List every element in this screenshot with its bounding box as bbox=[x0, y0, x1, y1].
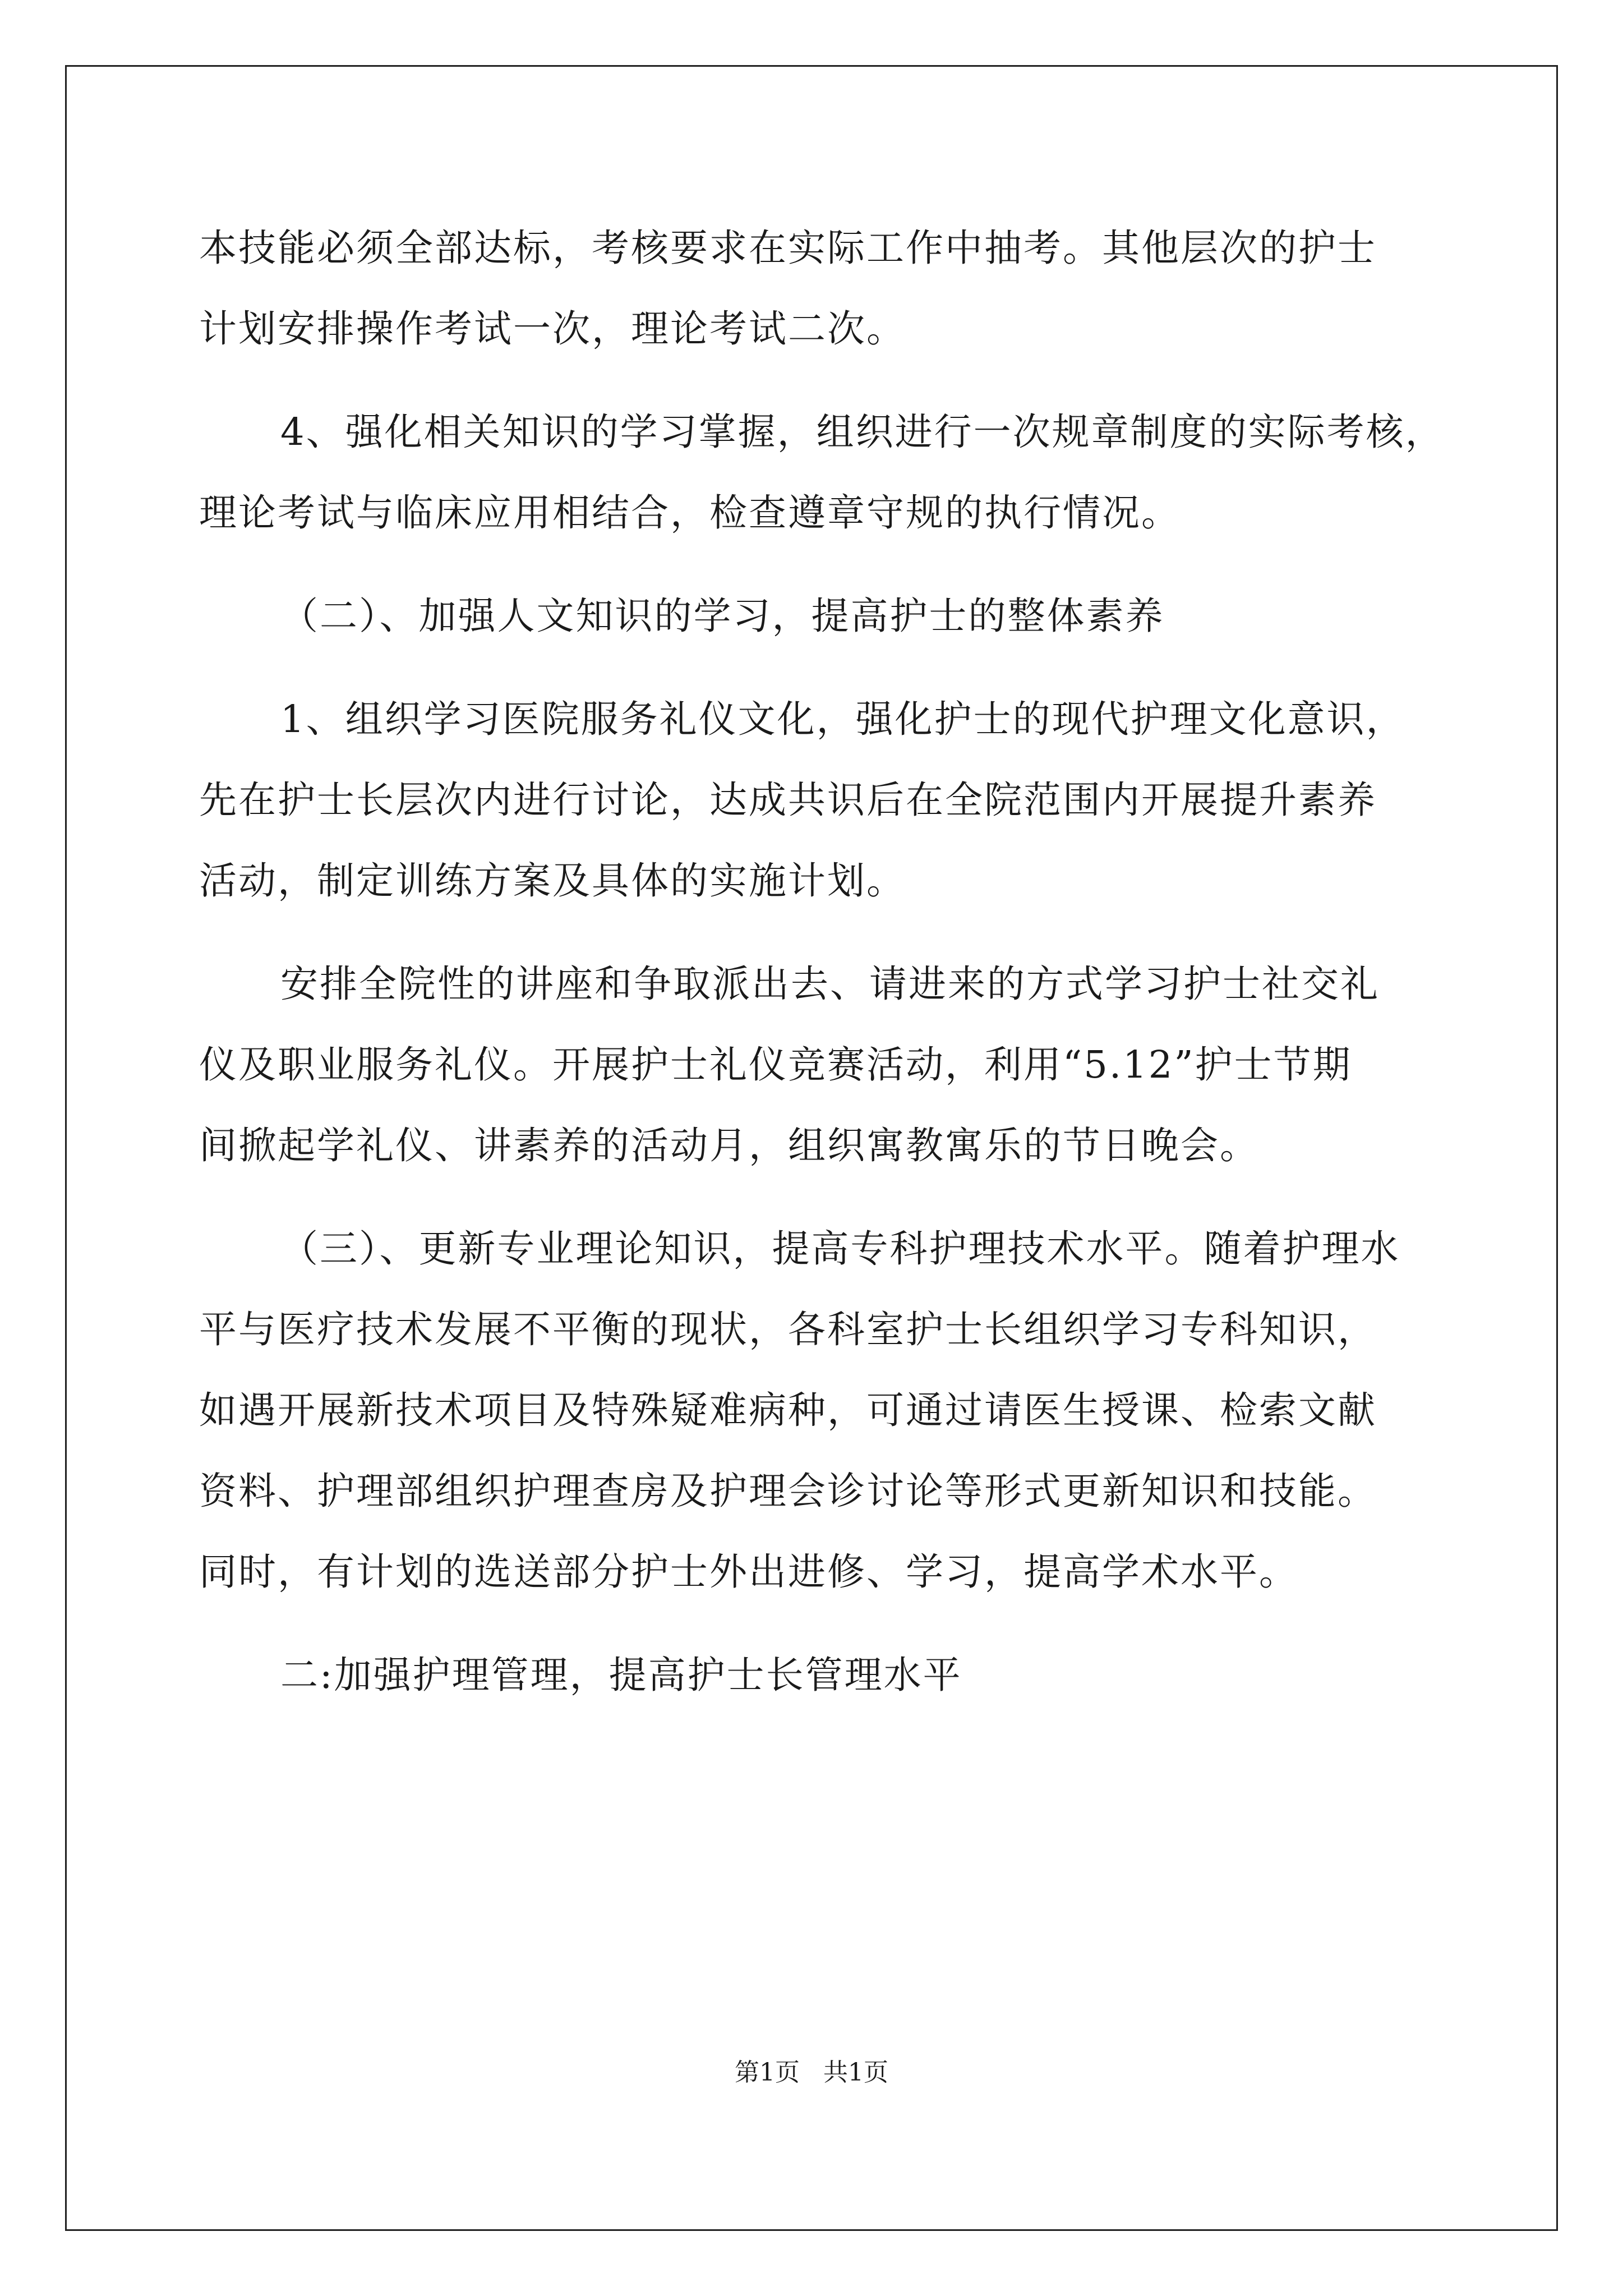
text-line: 先在护士长层次内进行讨论，达成共识后在全院范围内开展提升素养 bbox=[199, 778, 1377, 822]
page-footer: 第1页 共1页 bbox=[735, 2058, 888, 2087]
text-line: 仪及职业服务礼仪。开展护士礼仪竞赛活动，利用“5.12”护士节期 bbox=[199, 1043, 1352, 1087]
text-line: 安排全院性的讲座和争取派出去、请进来的方式学习护士社交礼 bbox=[280, 962, 1380, 1006]
text-line: 4、强化相关知识的学习掌握，组织进行一次规章制度的实际考核， bbox=[280, 410, 1445, 454]
text-line: 平与医疗技术发展不平衡的现状，各科室护士长组织学习专科知识， bbox=[199, 1308, 1377, 1351]
text-line: 计划安排操作考试一次，理论考试二次。 bbox=[199, 307, 906, 351]
text-line: 本技能必须全部达标，考核要求在实际工作中抽考。其他层次的护士 bbox=[199, 226, 1377, 270]
section-heading: （二）、加强人文知识的学习，提高护士的整体素养 bbox=[280, 594, 1165, 638]
text-line: （三）、更新专业理论知识，提高专科护理技术水平。随着护理水 bbox=[280, 1227, 1400, 1271]
text-line: 活动，制定训练方案及具体的实施计划。 bbox=[199, 859, 906, 903]
text-line: 间掀起学礼仪、讲素养的活动月，组织寓教寓乐的节日晚会。 bbox=[199, 1124, 1259, 1167]
text-line: 如遇开展新技术项目及特殊疑难病种，可通过请医生授课、检索文献 bbox=[199, 1388, 1377, 1432]
text-line: 同时，有计划的选送部分护士外出进修、学习，提高学术水平。 bbox=[199, 1550, 1298, 1594]
text-line: 资料、护理部组织护理查房及护理会诊讨论等形式更新知识和技能。 bbox=[199, 1469, 1377, 1513]
section-heading: 二:加强护理管理，提高护士长管理水平 bbox=[280, 1653, 962, 1697]
text-line: 1、组织学习医院服务礼仪文化，强化护士的现代护理文化意识， bbox=[280, 697, 1405, 741]
text-line: 理论考试与临床应用相结合，检查遵章守规的执行情况。 bbox=[199, 491, 1181, 535]
